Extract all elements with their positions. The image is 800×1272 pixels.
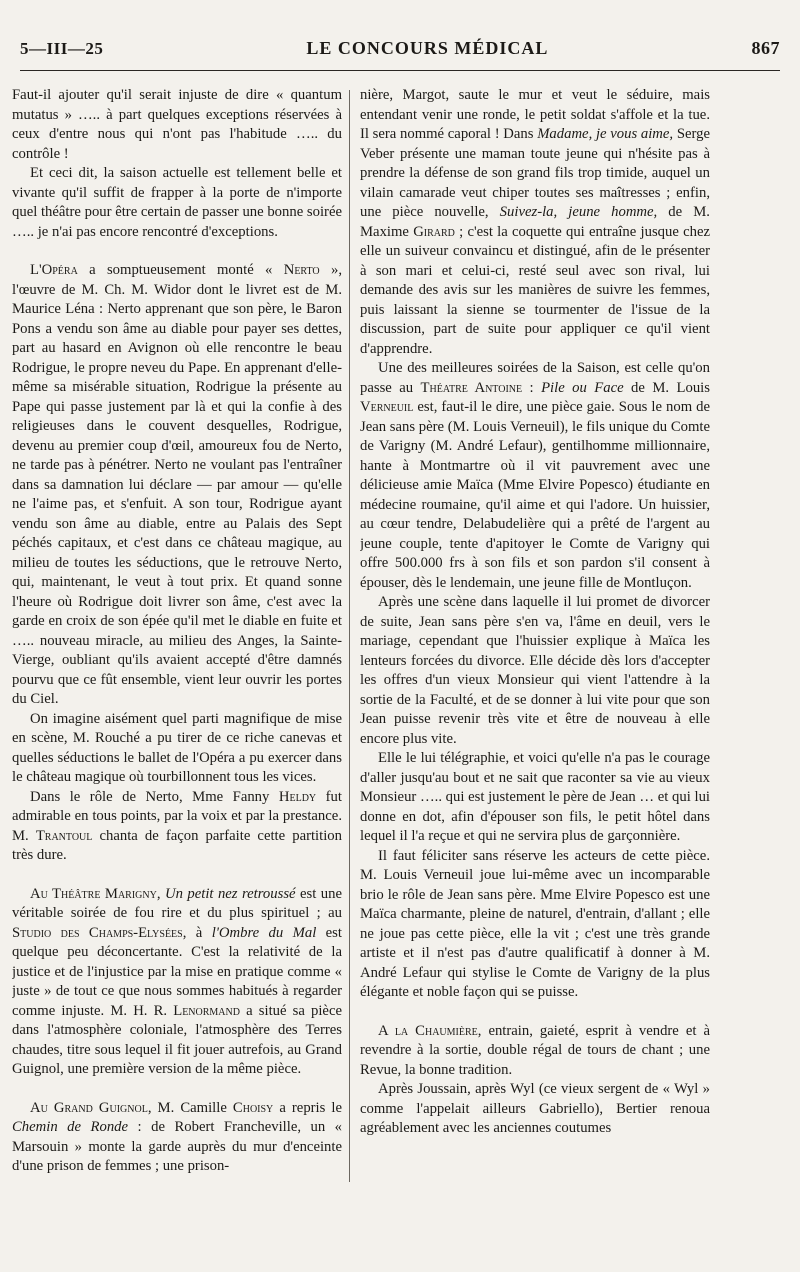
page-number: 867 — [751, 38, 780, 58]
page-header — [20, 38, 780, 68]
right-column — [360, 86, 710, 1252]
paragraph-text: nière, Margot, saute le mur et veut le séduire, mais entendant venir une ronde, le petit soldat s'affole et la tue. Il sera nommé caporal ! Dans — [360, 87, 710, 142]
paragraph — [12, 86, 342, 164]
performer-name: Trantoul — [35, 827, 93, 844]
venue-name: A la Chaumière, — [378, 1022, 482, 1039]
work-title: Madame, je vous aime, — [537, 126, 674, 142]
work-title: Pile ou Face — [541, 379, 624, 396]
journal-title: LE CONCOURS MÉDICAL — [306, 38, 549, 58]
venue-name: L'Opéra — [30, 262, 78, 278]
paragraph-text: est une véritable soirée de fou rire et du plus spirituel ; au — [12, 885, 342, 921]
venue-name: Studio des Champs-Elysées, — [12, 924, 187, 941]
paragraph — [360, 593, 710, 749]
paragraph-text: de M. Louis — [623, 379, 710, 396]
paragraph-text: Serge Veber présente une maman toute jeune qui n'hésite pas à prendre la défense de son grand fils trop timide, auquel un vilain camarade veut chiper toutes ses maîtresses ; enfin, une pièce nouvelle, — [360, 126, 710, 220]
paragraph-chaumiere — [360, 1022, 710, 1081]
work-title: Suivez-la, jeune homme, — [499, 204, 658, 220]
paragraph-text: : — [522, 379, 542, 396]
venue-name: Au Théâtre Marigny, — [30, 885, 161, 902]
paragraph-text: Une des meilleures soirées de la Saison, est celle qu'on passe au — [360, 360, 710, 396]
venue-name: Théatre Antoine — [420, 379, 523, 396]
paragraph-text: Il faut féliciter sans réserve les acteurs de cette pièce. M. Louis Verneuil joue lui-même avec un incomparable brio le rôle de Jean sans père. Mme Elvire Popesco est une Maïca charmante, pleine de naturel, d'entrain, d'allant ; elle ne joue pas cette pièce, elle la vit ; c'est une très grande artiste et il n'est pas d'autre qualificatif à donner à M. André Lefaur qui stylise le Comte de Varigny de la plus élégante et noble façon qui se puisse. — [360, 847, 710, 1000]
paragraph-text: M. Camille — [151, 1099, 233, 1116]
paragraph-text: fut admirable en tous points, par la voix et par la prestance. M. — [12, 788, 342, 844]
paragraph-text: », l'œuvre de M. Ch. M. Widor dont le livret est de M. Maurice Léna : Nerto apprenant que son père, le Baron Pons a vendu son âme au diable pour payer ses dettes, part au hasard en Avignon où elle rencontre le beau Rodrigue, le propre neveu du Pape. En apprenant d'elle-même sa misérable situation, Rodrigue la présente au Pape qui passe justement par là et qui la confie à des religieuses dans le couvent desquelles, Rodrigue, devenu au premier coup d'œil, amoureux fou de Nerto, ne tarde pas à pénétrer. Nerto ne voulant pas l'entraîner dans sa damnation lui déclare — par amour — qu'elle ne l'aime pas, et s'enfuit. A son tour, Rodrigue ayant vendu son âme au diable, entre au Palais des Sept péchés capitaux, et c'est dans ce château magique, au milieu de toutes les séductions, que le retrouve Nerto, qui, maintenant, le veut à tout prix. Et quand sonne l'heure où Rodrigue doit livrer son âme, c'est avec la garde en croix de son épée qu'il met le diable en fuite et ….. nouveau miracle, au milieu des Anges, la Sainte-Vierge, oubliant qu'ils avaient accepté d'être damnés pourvu que ce fût ensemble, vient leur ouvrir les portes du Ciel. — [12, 262, 342, 707]
paragraph — [12, 164, 342, 242]
paragraph — [360, 86, 710, 359]
paragraph-text: Faut-il ajouter qu'il serait injuste de dire « quantum mutatus » ….. à part quelques exceptions réservées à ceux d'entre nous qui n'ont pas l'habitude ….. du contrôle ! — [12, 87, 342, 162]
paragraph-text: : de Robert Francheville, un « Marsouin » monte la garde auprès du mur d'enceinte d'une prison de femmes ; une prison- — [12, 1119, 342, 1174]
paragraph-text: a repris le — [273, 1099, 342, 1116]
paragraph-text: Dans le rôle de Nerto, Mme Fanny — [30, 788, 279, 805]
paragraph-text: est, faut-il le dire, une pièce gaie. Sous le nom de Jean sans père (M. Louis Verneuil), le fils unique du Comte de Varigny (M. André Lefaur), gentilhomme millionnaire, hante à Montmartre où il vit pauvrement avec une délicieuse amie Maïca (Mme Elvire Popesco) étudiante en médecine roumaine, qu'il aime et qui l'adore. Un huissier, au cœur tendre, Delabudelière qui a prêté de l'argent au jeune couple, tente d'apitoyer le Comte de Varigny qui offre 500.000 frs à son fils et son pardon s'il consent à épouser, dès le lendemain, une jeune fille de Montluçon. — [360, 399, 710, 591]
paragraph-text: est quelque peu déconcertante. C'est la relativité de la justice et de l'injustice par la mise en pratique comme « juste » de tout ce que nous sommes habitués à regarder comme injuste. M. H. R. — [12, 924, 342, 1019]
paragraph — [360, 847, 710, 1003]
paragraph — [12, 710, 342, 788]
paragraph-text: de M. Maxime — [360, 204, 710, 240]
paragraph-grand-guignol — [12, 1099, 342, 1177]
work-title: Nerto — [283, 262, 320, 278]
paragraph-text: Elle le lui télégraphie, et voici qu'elle n'a pas le courage d'aller jusqu'au bout et ne sait que raconter sa vie au vieux Monsieur ….. qui est justement le père de Jean … et qui lui donne en dot, afin d'épouser son fils, le petit hôtel dans lequel il l'a reçue et qui ne servira plus de garçonnière. — [360, 750, 710, 844]
column-divider — [349, 90, 350, 1182]
paragraph-text: On imagine aisément quel parti magnifique de mise en scène, M. Rouché a pu tirer de ce riche canevas et quelles séductions le ballet de l'Opéra a pu exercer dans le château magique où tourbillonnent tous les vices. — [12, 710, 342, 785]
paragraph-marigny — [12, 885, 342, 1080]
paragraph-text: à — [186, 924, 212, 941]
venue-name: Au Grand Guignol, — [30, 1099, 152, 1116]
author-name: Girard — [413, 223, 455, 240]
author-name: Verneuil — [360, 399, 414, 415]
paragraph — [360, 1080, 710, 1139]
paragraph-antoine — [360, 359, 710, 593]
paragraph — [12, 788, 342, 866]
paragraph-text: chanta de façon parfaite cette partition très dure. — [12, 827, 342, 863]
paragraph-text: ; c'est la coquette qui entraîne jusque chez elle un suiveur convaincu et distingué, afin de le présenter à son mari et celui-ci, resté seul avec son rival, lui demande des avis sur les manières de suivre les femmes, puis laissant la sienne se tourmenter de l'issue de la discussion, part de suite pour appliquer ce qu'il vient d'apprendre. — [360, 223, 710, 357]
paragraph — [360, 749, 710, 847]
paragraph-text: Et ceci dit, la saison actuelle est tellement belle et vivante qu'il suffit de frapper à la porte de n'importe quel théâtre pour être certain de passer une bonne soirée ….. je n'ai pas encore rencontré d'exceptions. — [12, 165, 342, 240]
issue-date: 5—III—25 — [20, 39, 104, 58]
header-rule — [20, 70, 780, 71]
author-name: Lenormand — [173, 1002, 240, 1019]
left-column — [12, 86, 342, 1252]
work-title: Chemin de Ronde — [12, 1119, 129, 1135]
person-name: Choisy — [232, 1099, 274, 1116]
work-title: Un petit nez retroussé — [160, 885, 296, 902]
paragraph-text: Après une scène dans laquelle il lui promet de divorcer de suite, Jean sans père s'en va, l'âme en deuil, vers le mariage, cependant que l'huissier explique à Maïca les lenteurs forcées du divorce. Elle décide dès lors d'accepter les offres d'un vieux Monsieur qui vient l'attendre à la sortie de la Faculté, et de se donner à lui vite pour que son Jean puisse revenir très vite et être de nouveau à elle encore plus vite. — [360, 594, 710, 747]
performer-name: Heldy — [278, 788, 317, 805]
paragraph-text: a somptueusement monté « — [77, 262, 284, 278]
paragraph-text: entrain, gaieté, esprit à vendre et à revendre à la sortie, double régal de tours de chant ; une Revue, la bonne tradition. — [360, 1022, 710, 1078]
work-title: l'Ombre du Mal — [211, 924, 317, 941]
paragraph-text: Après Joussain, après Wyl (ce vieux sergent de « Wyl » comme l'appelait ailleurs Gabriello), Bertier renoua agréablement avec les anciennes coutumes — [360, 1081, 710, 1136]
paragraph-opera — [12, 261, 342, 710]
paragraph-text: a situé sa pièce dans l'atmosphère coloniale, l'atmosphère des Terres chaudes, titre sous lequel il fit jouer autrefois, au Grand Guignol, une première version de la même pièce. — [12, 1002, 342, 1077]
